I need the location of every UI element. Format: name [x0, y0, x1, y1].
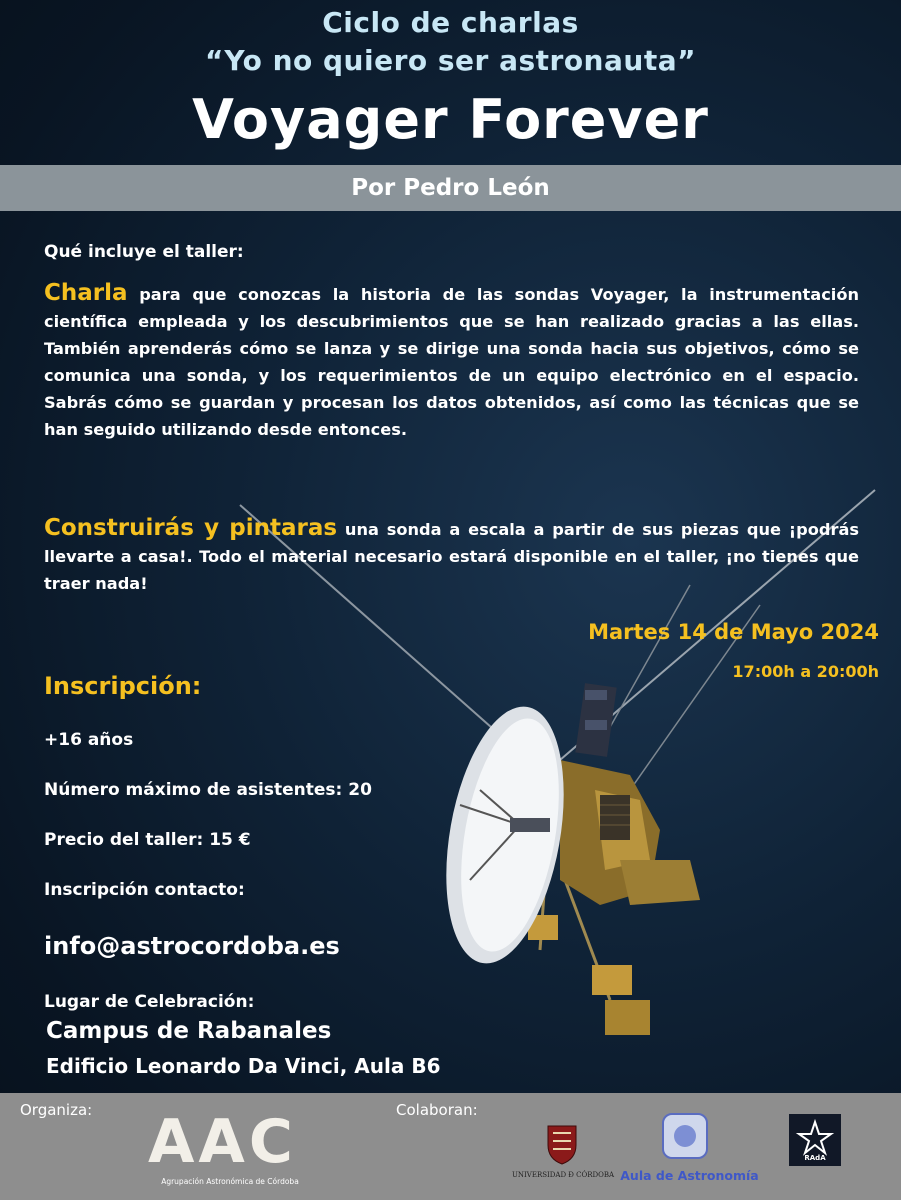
- colaboran-label: Colaboran:: [396, 1101, 478, 1119]
- header: [0, 0, 901, 165]
- construir-text: una sonda a escala a partir de sus piezas que ¡podrás llevarte a casa!. Todo el material necesario estará disponible en el taller, ¡no tienes que traer nada!: [44, 520, 859, 593]
- price: Precio del taller: 15 €: [44, 830, 251, 850]
- aac-logo: [140, 1107, 320, 1195]
- charla-text: para que conozcas la historia de las sondas Voyager, la instrumentación científica empleada y los descubrimientos que se han realizado gracias a las ellas. También aprenderás cómo se lanza y se dirige una sonda hacia sus objetivos, cómo se comunica una sonda, y los requerimientos de un equipo electrónico en el espacio. Sabrás cómo se guardan y procesan los datos obtenidos, así como las técnicas que se han seguido utilizando desde entonces.: [44, 285, 859, 439]
- contact-label: Inscripción contacto:: [44, 880, 245, 900]
- intro-label: Qué incluye el taller:: [44, 242, 244, 262]
- aula-astronomia-logo: [617, 1113, 762, 1193]
- organiza-label: Organiza:: [20, 1101, 93, 1119]
- charla-highlight: Charla: [44, 280, 128, 306]
- venue-building: Edificio Leonardo Da Vinci, Aula B6: [46, 1054, 441, 1078]
- aula-astronomia-icon: [662, 1113, 708, 1159]
- series-title: Ciclo de charlas: [322, 6, 579, 39]
- aac-logo-letters: AAC: [148, 1107, 297, 1177]
- series-subtitle: “Yo no quiero ser astronauta”: [204, 44, 697, 77]
- construir-highlight: Construirás y pintaras: [44, 515, 338, 541]
- event-date: Martes 14 de Mayo 2024: [588, 620, 879, 644]
- age-requirement: +16 años: [44, 730, 134, 750]
- contact-email[interactable]: info@astrocordoba.es: [44, 932, 340, 960]
- event-title: Voyager Forever: [192, 88, 709, 151]
- max-attendees: Número máximo de asistentes: 20: [44, 780, 372, 800]
- venue-label: Lugar de Celebración:: [44, 992, 255, 1012]
- registration-heading: Inscripción:: [44, 672, 202, 700]
- event-time: 17:00h a 20:00h: [732, 662, 879, 681]
- aula-astronomia-name: Aula de Astronomía: [620, 1168, 759, 1183]
- uco-crest-icon: [545, 1123, 579, 1165]
- uco-name: UNIVERSIDAD Ð CÓRDOBA: [512, 1171, 615, 1179]
- rada-logo: [789, 1114, 841, 1166]
- author-band: Por Pedro León: [0, 165, 901, 211]
- construir-paragraph: [44, 515, 859, 597]
- rada-name: RAdA: [804, 1154, 826, 1162]
- venue-campus: Campus de Rabanales: [46, 1018, 332, 1044]
- aac-logo-name: Agrupación Astronómica de Córdoba: [161, 1177, 299, 1186]
- charla-paragraph: [44, 280, 859, 443]
- footer: [0, 1093, 901, 1200]
- uco-logo: [512, 1123, 615, 1183]
